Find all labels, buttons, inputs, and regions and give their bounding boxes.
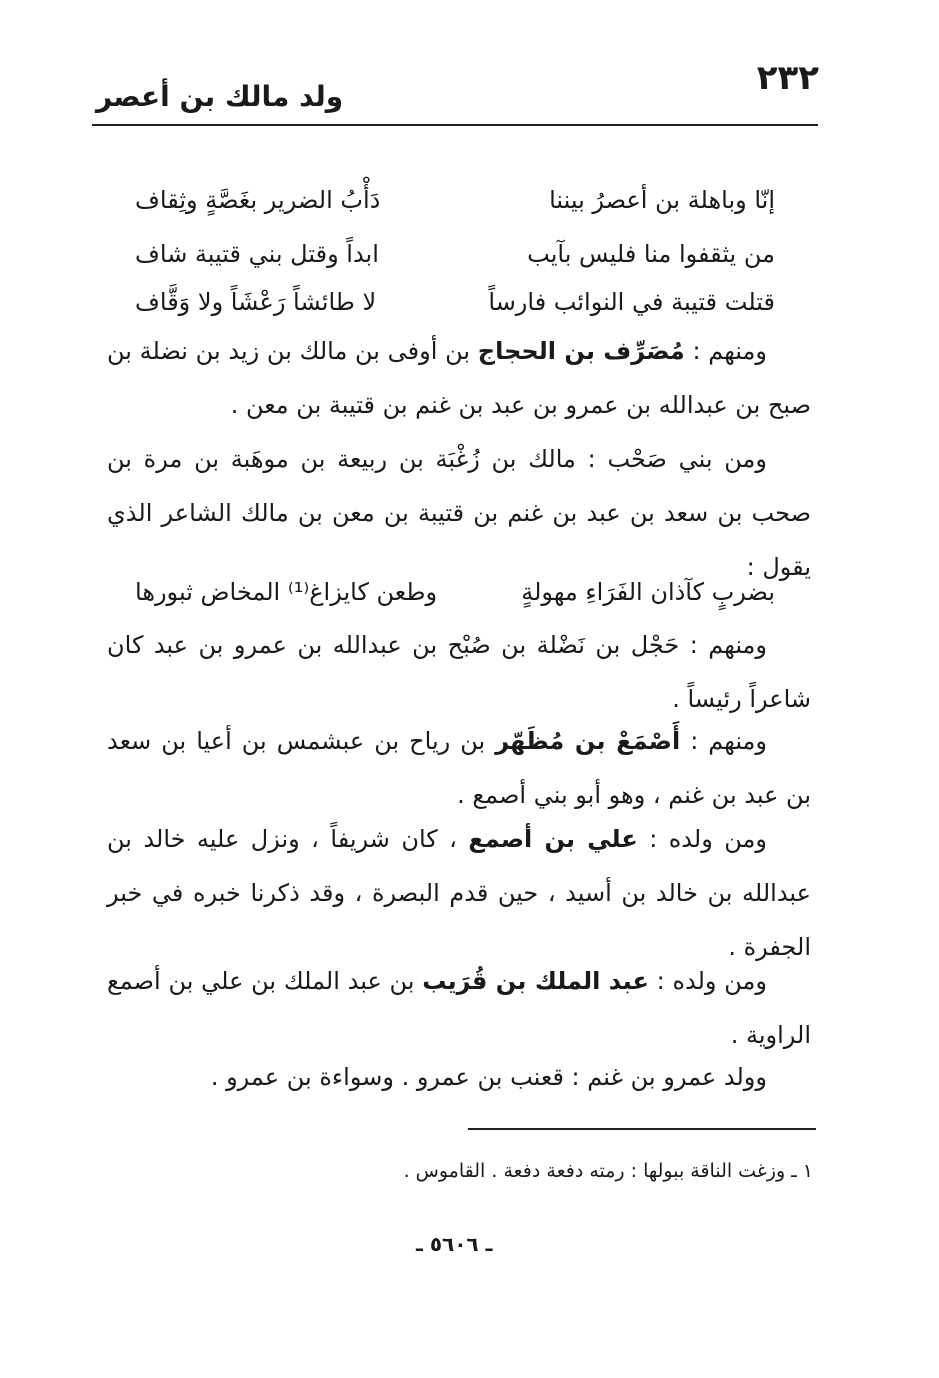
paragraph bbox=[107, 432, 811, 594]
verse-hemistich-second: دَأْبُ الضرير بغَصَّةٍ وثِقاف bbox=[135, 186, 381, 214]
para-lead: ومنهم : bbox=[692, 337, 767, 365]
paragraph bbox=[107, 324, 811, 432]
para-lead: ومنهم : bbox=[690, 727, 767, 755]
verse-line bbox=[135, 186, 775, 214]
verse-line bbox=[135, 578, 775, 606]
paragraph bbox=[107, 954, 811, 1062]
verse-hemistich-first: بضربٍ كآذان الفَرَاءِ مهولةٍ bbox=[521, 578, 775, 606]
para-text: بن عبد الملك بن علي بن أصمع الراوية . bbox=[107, 967, 811, 1049]
para-text: بن أوفى بن مالك بن زيد بن نضلة بن صبح بن عبدالله بن عمرو بن عبد بن غنم بن قتيبة بن معن . bbox=[107, 337, 811, 419]
footnote: ١ ـ وزغت الناقة ببولها : رمته دفعة دفعة . القاموس . bbox=[403, 1160, 813, 1182]
paragraph bbox=[107, 1050, 811, 1104]
verse-hemistich-first: من يثقفوا منا فليس بآيب bbox=[527, 240, 775, 268]
person-name: أَصْمَعْ بن مُظَهّر bbox=[495, 727, 681, 755]
para-text: ومن بني صَحْب : مالك بن زُغْبَة بن ربيعة بن موهَبة بن مرة بن صحب بن سعد بن عبد بن غنم بن قتيبة بن معن بن مالك الشاعر الذي يقول : bbox=[107, 445, 811, 581]
para-text: بن رياح بن عبشمس بن أعيا بن سعد بن عبد بن غنم ، وهو أبو بني أصمع . bbox=[107, 727, 811, 809]
person-name: عبد الملك بن قُرَيب bbox=[422, 967, 649, 995]
person-name: علي بن أصمع bbox=[468, 825, 638, 853]
paragraph bbox=[107, 812, 811, 974]
verse-line bbox=[135, 288, 775, 316]
paragraph bbox=[107, 618, 811, 726]
page-number: ٢٣٢ bbox=[756, 58, 819, 98]
running-title: ولد مالك بن أعصر bbox=[96, 80, 344, 113]
para-text: ومنهم : حَجْل بن نَضْلة بن صُبْح بن عبدالله بن عمرو بن عبد كان شاعراً رئيساً . bbox=[107, 631, 811, 713]
paragraph bbox=[107, 714, 811, 822]
person-name: مُصَرِّف بن الحجاج bbox=[477, 337, 685, 365]
verse-line bbox=[135, 240, 775, 268]
footnote-rule bbox=[468, 1128, 816, 1130]
para-lead: ومن ولده : bbox=[649, 825, 767, 853]
para-text: وولد عمرو بن غنم : قعنب بن عمرو . وسواءة بن عمرو . bbox=[210, 1063, 767, 1091]
para-text: ، كان شريفاً ، ونزل عليه خالد بن عبدالله بن خالد بن أسيد ، حين قدم البصرة ، وقد ذكرنا خبره في خبر الجفرة . bbox=[107, 825, 811, 961]
verse-hemistich-second: وطعن كايزاغ⁽¹⁾ المخاض ثبورها bbox=[135, 578, 438, 606]
para-lead: ومن ولده : bbox=[656, 967, 767, 995]
verse-hemistich-first: إنّا وباهلة بن أعصرُ بيننا bbox=[549, 186, 775, 214]
verse-hemistich-first: قتلت قتيبة في النوائب فارساً bbox=[488, 288, 775, 316]
verse-hemistich-second: ابداً وقتل بني قتيبة شاف bbox=[135, 240, 379, 268]
verse-hemistich-second: لا طائشاً رَعْشَاً ولا وَقَّاف bbox=[135, 288, 377, 316]
folio-number: ـ ٥٦٠٦ ـ bbox=[416, 1232, 493, 1256]
header-rule bbox=[92, 124, 818, 126]
